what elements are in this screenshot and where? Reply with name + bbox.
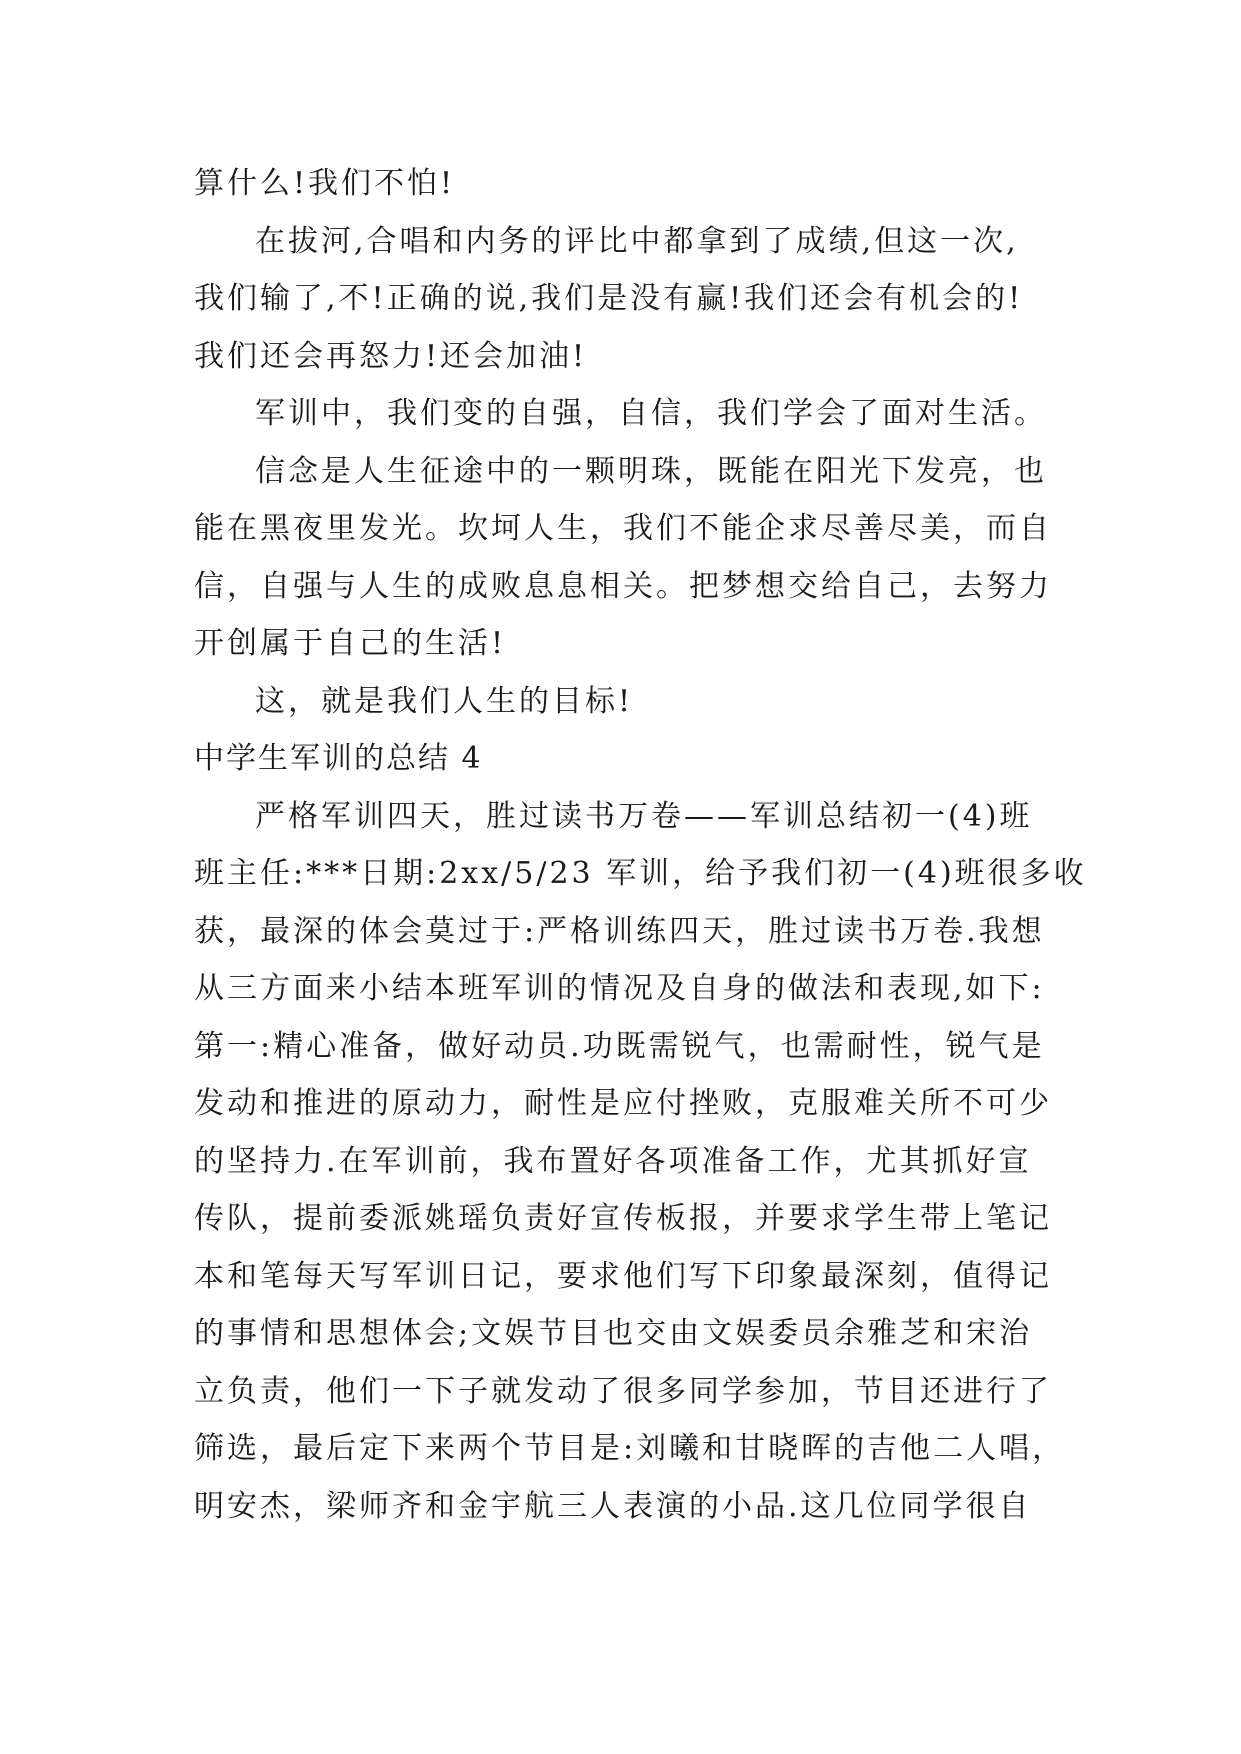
- text-line: 本和笔每天写军训日记，要求他们写下印象最深刻，值得记: [194, 1258, 1052, 1294]
- text-line: 这，就是我们人生的目标!: [255, 683, 634, 719]
- text-line: 开创属于自己的生活!: [194, 626, 507, 661]
- text-line: 明安杰，梁师齐和金宇航三人表演的小品.这几位同学很自: [194, 1488, 1032, 1524]
- text-line: 的事情和思想体会;文娱节目也交由文娱委员余雅芝和宋治: [194, 1316, 1033, 1351]
- text-line: 我们输了,不!正确的说,我们是没有赢!我们还会有机会的!: [194, 281, 1024, 316]
- text-line: 获，最深的体会莫过于:严格训练四天，胜过读书万卷.我想: [194, 913, 1045, 949]
- text-line: 军训中，我们变的自强，自信，我们学会了面对生活。: [255, 396, 1047, 431]
- text-line: 严格军训四天，胜过读书万卷——军训总结初一(4)班: [255, 798, 1033, 834]
- text-line: 信念是人生征途中的一颗明珠，既能在阳光下发亮，也: [255, 453, 1047, 489]
- text-line: 发动和推进的原动力，耐性是应付挫败，克服难关所不可少: [194, 1086, 1052, 1121]
- document-page: [194, 155, 1087, 1535]
- text-line: 第一:精心准备，做好动员.功既需锐气，也需耐性，锐气是: [194, 1028, 1045, 1064]
- text-line: 的坚持力.在军训前，我布置好各项准备工作，尤其抓好宣: [194, 1143, 1032, 1179]
- text-line: 班主任:***日期:2xx/5/23 军训，给予我们初一(4)班很多收: [194, 856, 1087, 891]
- text-line: 立负责，他们一下子就发动了很多同学参加，节目还进行了: [194, 1373, 1052, 1409]
- section-heading: 中学生军训的总结 4: [194, 741, 483, 776]
- text-line: 我们还会再怒力!还会加油!: [194, 338, 588, 374]
- text-line: 算什么!我们不怕!: [194, 166, 456, 201]
- text-line: 传队，提前委派姚瑶负责好宣传板报，并要求学生带上笔记: [194, 1201, 1052, 1236]
- text-line: 筛选，最后定下来两个节目是:刘曦和甘晓晖的吉他二人唱，: [194, 1431, 1066, 1466]
- text-line: 能在黑夜里发光。坎坷人生，我们不能企求尽善尽美，而自: [194, 511, 1052, 546]
- text-line: 信，自强与人生的成败息息相关。把梦想交给自己，去努力: [194, 568, 1052, 604]
- text-line: 从三方面来小结本班军训的情况及自身的做法和表现,如下:: [194, 971, 1045, 1006]
- text-line: 在拔河,合唱和内务的评比中都拿到了成绩,但这一次,: [255, 223, 1019, 259]
